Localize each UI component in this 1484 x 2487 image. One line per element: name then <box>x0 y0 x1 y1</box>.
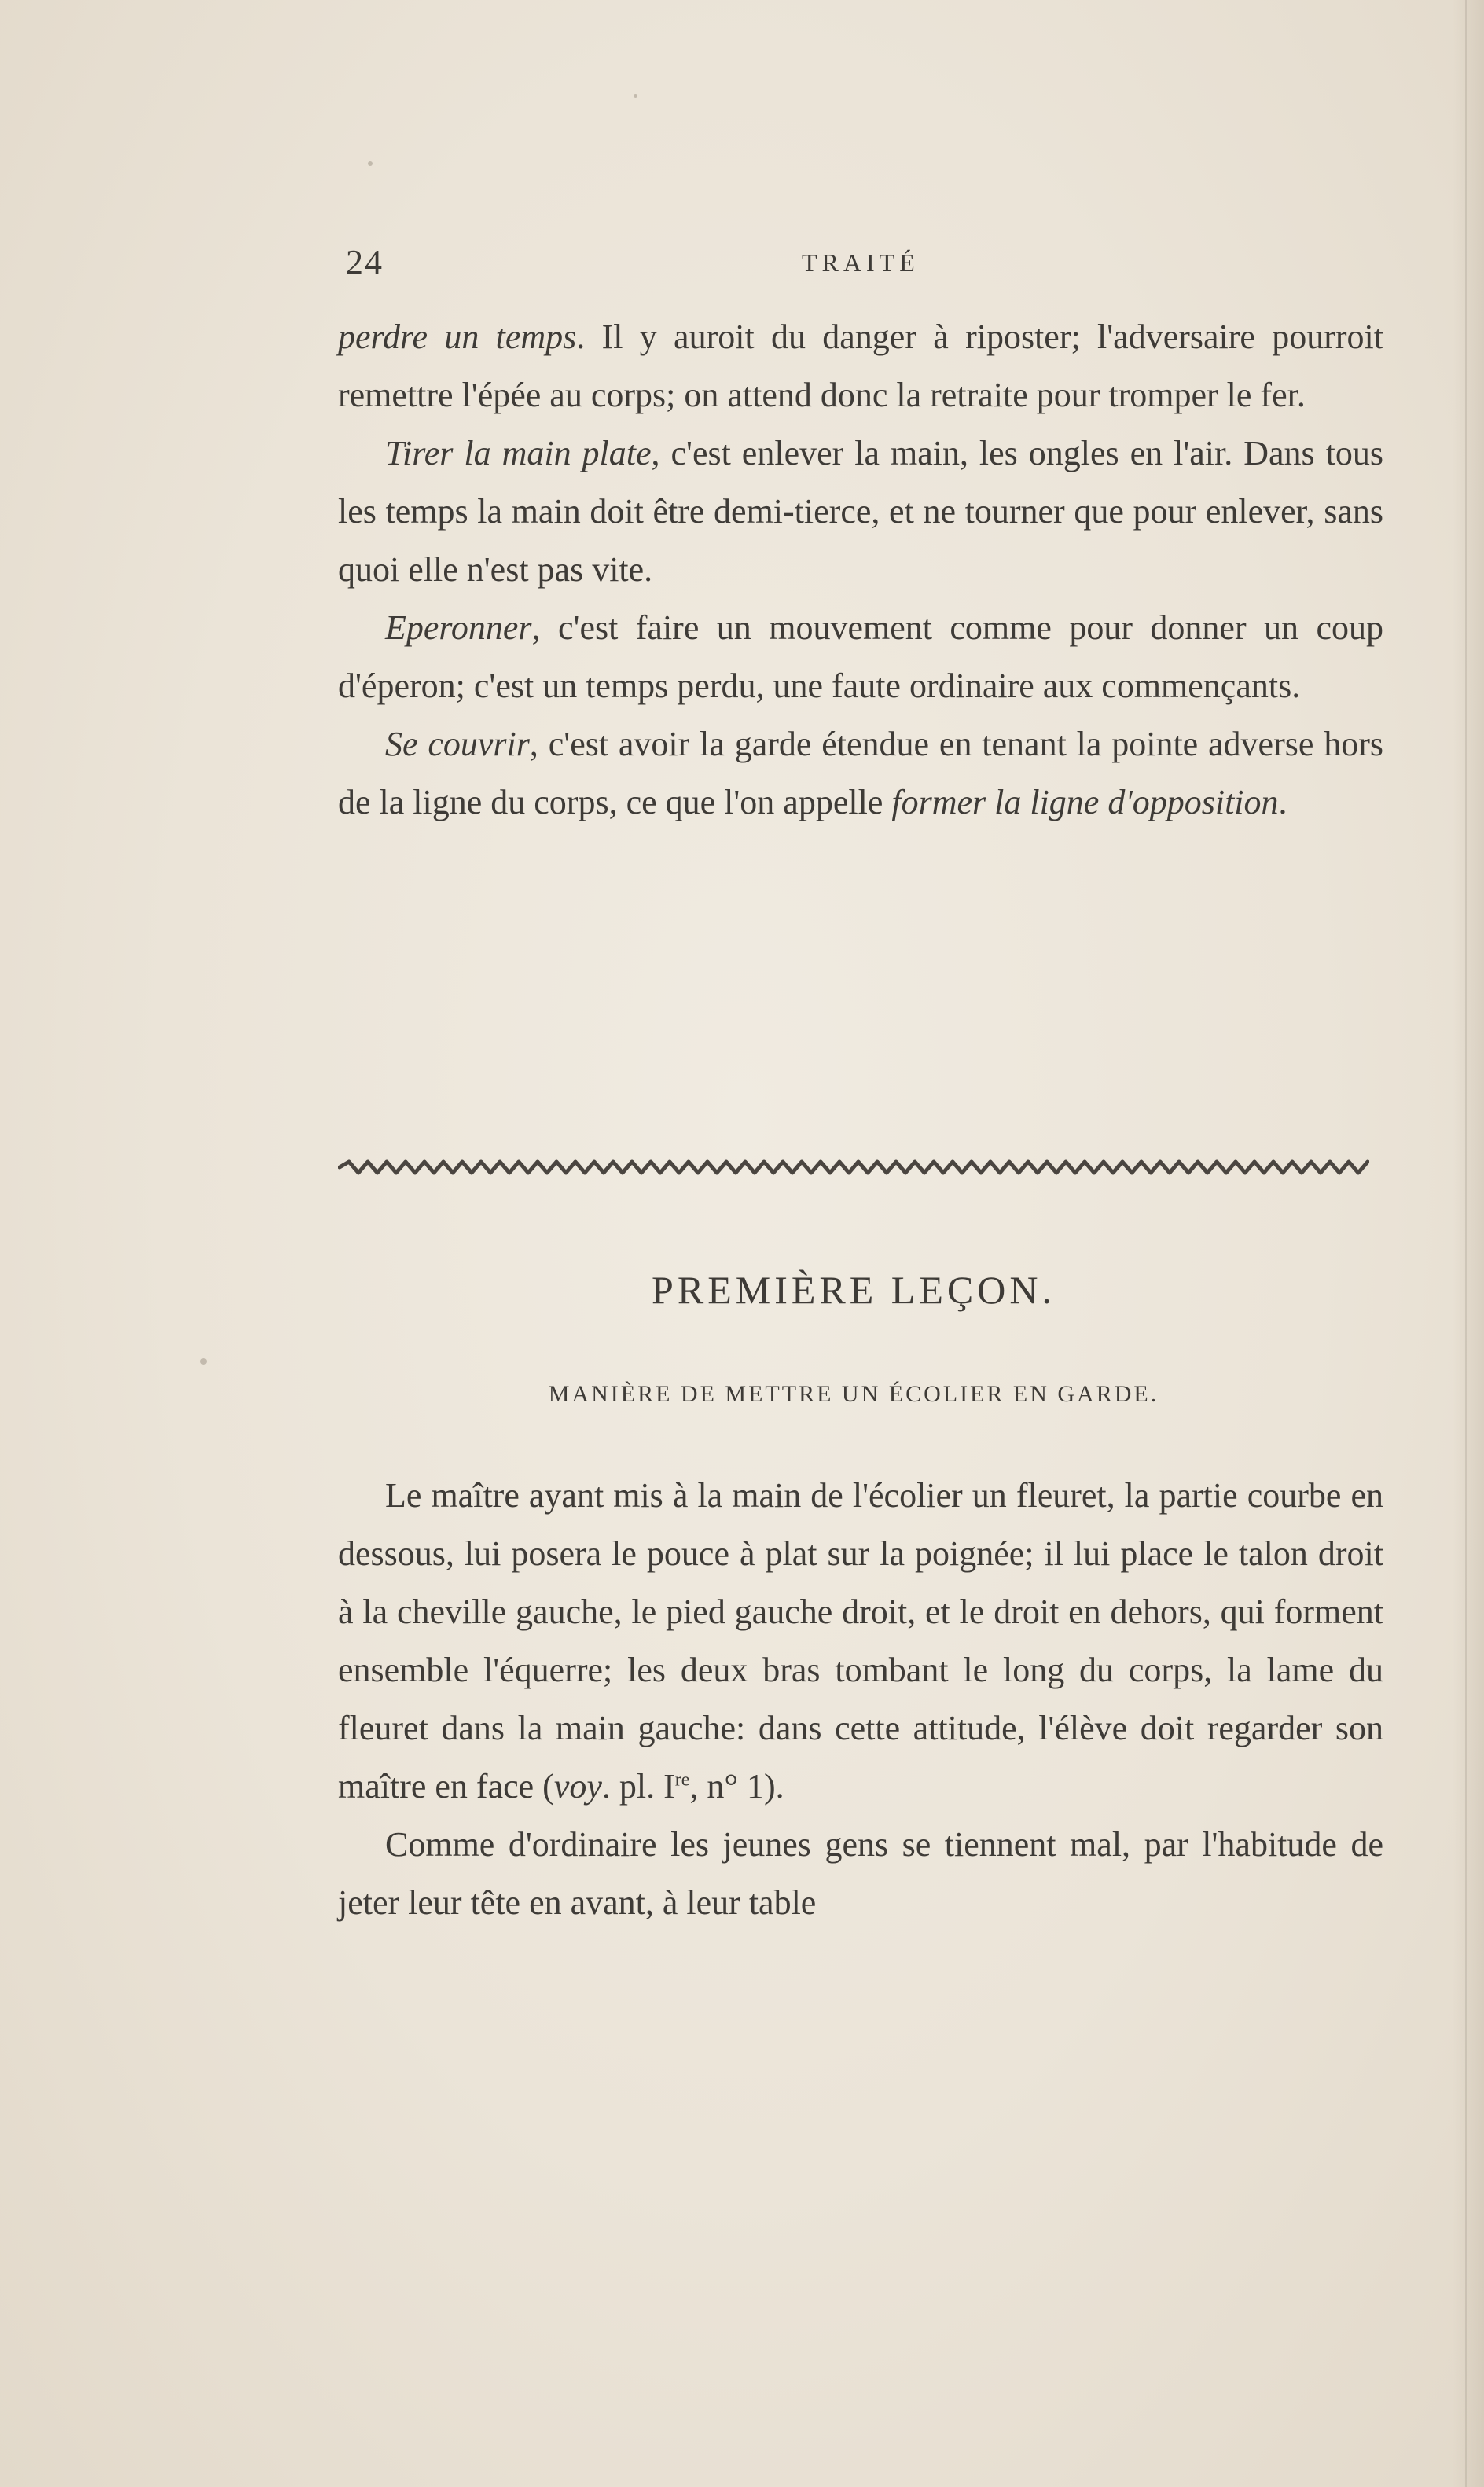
chapter-title: PREMIÈRE LEÇON. <box>652 1268 1056 1312</box>
page-number: 24 <box>346 243 384 281</box>
paragraph-end: . <box>1278 783 1287 821</box>
page-fold-line <box>1465 0 1467 2487</box>
running-head <box>346 242 1399 289</box>
paragraph-tirer-la-main-plate <box>338 424 1383 599</box>
paper-spot <box>200 1358 207 1365</box>
paragraph-text: Comme d'ordinaire les jeunes gens se tiennent mal, par l'habitude de jeter leur tête en avant, à leur table <box>338 1825 1383 1922</box>
paragraph-le-maitre <box>338 1467 1383 1816</box>
paper-spot <box>368 161 373 166</box>
text-block-definitions <box>338 308 1383 832</box>
ornament-wave-icon <box>338 1159 1369 1176</box>
chapter-subtitle: MANIÈRE DE METTRE UN ÉCOLIER EN GARDE. <box>548 1381 1159 1407</box>
paragraph-text: , c'est faire un mouvement comme pour donner un coup d'éperon; c'est un temps perdu, une faute ordinaire aux commençants. <box>338 608 1383 705</box>
paragraph-text: , c'est enlever la main, les ongles en l'air. Dans tous les temps la main doit être demi-tierce, et ne tourner que pour enlever, sans quoi elle n'est pas vite. <box>338 434 1383 589</box>
text-block-lesson <box>338 1467 1383 1932</box>
paper-spot <box>634 94 637 98</box>
paragraph-text: . Il y auroit du danger à riposter; l'adversaire pourroit remettre l'épée au corps; on attend donc la retraite pour tromper le fer. <box>338 318 1383 414</box>
ornamental-rule <box>338 1159 1369 1176</box>
paragraph-perdre-un-temps <box>338 308 1383 424</box>
paragraph-se-couvrir <box>338 715 1383 832</box>
term-ligne-d-opposition: former la ligne d'opposition <box>891 783 1279 821</box>
reference-superscript: re <box>674 1769 690 1791</box>
paragraph-eperonner <box>338 599 1383 715</box>
term-se-couvrir: Se couvrir <box>385 725 530 763</box>
term-tirer-la-main-plate: Tirer la main plate <box>385 434 652 472</box>
paragraph-text: , c'est avoir la garde étendue en tenant la pointe adverse hors de la ligne du corps, ce que l'on appelle <box>338 725 1383 821</box>
term-perdre-un-temps: perdre un temps <box>338 318 577 356</box>
reference-end: , n° 1). <box>689 1767 784 1806</box>
paragraph-text: Le maître ayant mis à la main de l'écolier un fleuret, la partie courbe en dessous, lui posera le pouce à plat sur la poignée; il lui place le talon droit à la cheville gauche, le pied gauche droit, et le droit en dehors, qui forment ensemble l'équerre; les deux bras tombant le long du corps, la lame du fleuret dans la main gauche: dans cette attitude, l'élève doit regarder son maître en face ( <box>338 1476 1383 1806</box>
paragraph-comme-d-ordinaire <box>338 1816 1383 1932</box>
page-edge-shadow <box>1453 0 1484 2487</box>
reference-plate: . pl. I <box>601 1767 675 1806</box>
reference-voy: voy <box>553 1767 602 1806</box>
term-eperonner: Eperonner <box>385 608 532 647</box>
running-title: TRAITÉ <box>802 248 920 277</box>
